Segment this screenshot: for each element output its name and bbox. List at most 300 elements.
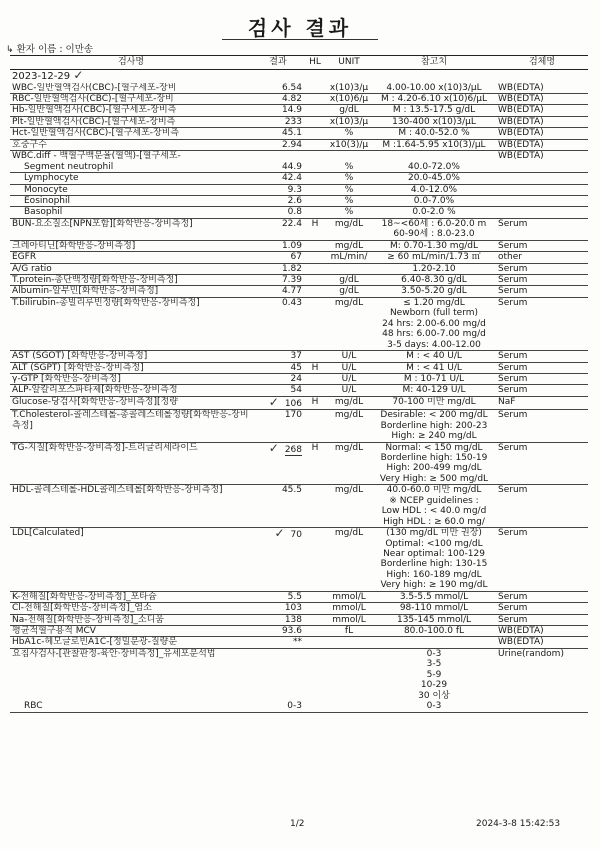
unit: %: [326, 195, 372, 206]
reference-line: Borderline high: 200-23: [380, 420, 488, 431]
result-value: [252, 485, 304, 528]
reference-line: 0-3: [426, 701, 442, 712]
result-text: 6.54: [281, 82, 302, 93]
test-name: Plt-일반혈액검사(CBC)-[혈구세포-장비측: [10, 116, 252, 127]
reference-line: High: 160-189 mg/dL: [386, 569, 482, 580]
specimen: WB(EDTA): [496, 128, 588, 139]
result-value: [252, 151, 304, 162]
table-row: [10, 83, 588, 94]
specimen: WB(EDTA): [496, 105, 588, 116]
hl-flag: [304, 591, 326, 602]
test-name: HbA1c-헤모글로빈A1C-[정밀분광-질량분: [10, 637, 252, 648]
result-value: [252, 207, 304, 218]
result-value: [252, 105, 304, 116]
reference-line: 10-29: [420, 680, 448, 691]
result-text: 9.3: [287, 184, 302, 195]
reference-range: [372, 173, 496, 184]
hl-flag: H: [304, 396, 326, 409]
reference-line: 1.20-2.10: [412, 263, 456, 274]
result-text: 4.77: [281, 286, 302, 297]
reference-range: [372, 351, 496, 362]
unit: %: [326, 128, 372, 139]
reference-line: High: ≥ 240 mg/dL: [391, 431, 477, 442]
result-text: 93.6: [281, 626, 302, 637]
result-value: [252, 240, 304, 251]
header-unit: UNIT: [326, 56, 372, 70]
hl-flag: [304, 373, 326, 384]
specimen: [496, 195, 588, 206]
reference-line: 4.0-12.0%: [410, 184, 458, 195]
reference-range: [372, 286, 496, 297]
title-underline: [222, 39, 378, 40]
test-name: RBC-일반혈액검사(CBC)-[혈구세포-장비: [10, 94, 252, 105]
unit: [326, 637, 372, 648]
date-row: [10, 70, 588, 83]
test-name: AST (SGOT) [화학반응-장비측정]: [10, 351, 252, 362]
result-text: 0.43: [281, 297, 302, 308]
reference-line: 3.5-5.5 mmol/L: [399, 591, 469, 602]
table-row: [10, 362, 588, 373]
specimen: Serum: [496, 263, 588, 274]
reference-line: Newborn (full term): [389, 308, 479, 319]
table-row: [10, 637, 588, 648]
table-row: [10, 528, 588, 592]
unit: [326, 701, 372, 712]
test-name: Hb-일반혈액검사(CBC)-[혈구세포-장비측: [10, 105, 252, 116]
result-text: 42.4: [281, 173, 302, 184]
reference-range: [372, 105, 496, 116]
result-text: 7.39: [281, 275, 302, 286]
hl-flag: [304, 162, 326, 173]
hl-flag: [304, 603, 326, 614]
test-name: T.Cholesterol-콜레스테롤-총콜레스테롤정량[화학반응-장비측정]: [10, 410, 252, 442]
specimen: Serum: [496, 410, 588, 442]
table-body: [10, 70, 588, 713]
specimen: [496, 162, 588, 173]
result-value: [252, 614, 304, 625]
test-name: 평균적혈구용적 MCV: [10, 626, 252, 637]
test-name: Monocyte: [10, 184, 252, 195]
reference-line: 3-5 days: 4.00-12.00: [387, 339, 481, 350]
result-text: 14.9: [281, 105, 302, 116]
result-value: [252, 83, 304, 94]
table-row: [10, 252, 588, 263]
hl-flag: [304, 151, 326, 162]
reference-range: [372, 637, 496, 648]
reference-range: [372, 528, 496, 592]
reference-line: Near optimal: 100-129: [383, 548, 485, 559]
result-value: [252, 648, 304, 701]
hl-flag: [304, 297, 326, 350]
header-hl: HL: [304, 56, 326, 70]
page-title: 검사 결과: [247, 16, 353, 40]
hl-flag: [304, 184, 326, 195]
hl-flag: [304, 626, 326, 637]
reference-line: ※ NCEP guidelines :: [389, 495, 479, 506]
result-value: [252, 362, 304, 373]
reference-line: Borderline high: 130-15: [380, 559, 488, 570]
unit: U/L: [326, 373, 372, 384]
reference-range: [372, 207, 496, 218]
page-number: 1/2: [290, 819, 305, 829]
specimen: Serum: [496, 297, 588, 350]
hl-flag: [304, 385, 326, 396]
header-test-name: 검사명: [10, 56, 252, 70]
unit: U/L: [326, 351, 372, 362]
result-text: 45.5: [281, 485, 302, 496]
result-value: [252, 195, 304, 206]
reference-line: M : 4.20-6.10 x(10)6/μL: [380, 94, 487, 105]
result-text: 54: [290, 385, 302, 396]
reference-line: 40.0-60.0 미만 mg/dL: [386, 485, 482, 496]
reference-range: [372, 151, 496, 162]
test-name: ALP-알칼리포스파타제[화학반응-장비측정: [10, 385, 252, 396]
result-value: [252, 626, 304, 637]
table-row: [10, 701, 588, 712]
hl-flag: [304, 195, 326, 206]
unit: x10(3)/μ: [326, 139, 372, 150]
unit: %: [326, 162, 372, 173]
reference-range: [372, 297, 496, 350]
reference-line: M : < 41 U/L: [406, 362, 462, 373]
hl-flag: [304, 105, 326, 116]
unit: mg/dL: [326, 240, 372, 251]
specimen: [496, 173, 588, 184]
result-value: [252, 139, 304, 150]
test-name: WBC.diff - 백혈구백분율(혈액)-[혈구세포-: [12, 151, 181, 162]
specimen: Serum: [496, 591, 588, 602]
result-text: 268: [284, 444, 302, 455]
hl-flag: [304, 648, 326, 701]
result-text: 233: [284, 116, 302, 127]
result-text: 5.5: [287, 591, 302, 602]
result-text: 1.09: [281, 240, 302, 251]
reference-line: 18~<60세 : 6.0-20.0 m: [381, 218, 487, 229]
reference-line: M :1.64-5.95 x10(3)/μL: [382, 139, 486, 150]
reference-line: 0-3: [426, 648, 442, 659]
reference-line: 4.00-10.00 x(10)3/μL: [386, 82, 482, 93]
result-text: 170: [284, 410, 302, 421]
unit: x(10)3/μ: [326, 83, 372, 94]
result-text: 106: [284, 398, 302, 409]
specimen: Serum: [496, 614, 588, 625]
reference-line: 6.40-8.30 g/dL: [401, 275, 467, 286]
result-value: [252, 286, 304, 297]
reference-range: [372, 442, 496, 485]
result-value: [252, 297, 304, 350]
table-row: [10, 218, 588, 240]
reference-range: [372, 263, 496, 274]
reference-range: [372, 240, 496, 251]
test-name: WBC-일반혈액검사(CBC)-[혈구세포-장비: [10, 83, 252, 94]
reference-line: Normal: < 150 mg/dL: [385, 442, 483, 453]
reference-line: (130 mg/dL 미만 권장): [386, 528, 482, 539]
reference-range: [372, 162, 496, 173]
hl-flag: [304, 116, 326, 127]
hl-flag: [304, 410, 326, 442]
checkmark-icon: ✓: [268, 442, 279, 455]
reference-line: 80.0-100.0 fL: [403, 626, 465, 637]
reference-line: Borderline high: 150-19: [380, 453, 488, 464]
result-value: [252, 218, 304, 240]
table-row: [10, 591, 588, 602]
reference-range: [372, 591, 496, 602]
table-row: [10, 396, 588, 409]
table-row: [10, 373, 588, 384]
reference-range: [372, 385, 496, 396]
hl-flag: H: [304, 362, 326, 373]
result-value: [252, 373, 304, 384]
unit: g/dL: [326, 275, 372, 286]
result-value: [252, 351, 304, 362]
result-value: [252, 637, 304, 648]
reference-line: ≥ 60 mL/min/1.73 ㎡: [387, 252, 481, 263]
lab-results-table: [10, 55, 588, 713]
specimen: Serum: [496, 528, 588, 592]
table-row: [10, 162, 588, 173]
table-row: [10, 385, 588, 396]
result-value: [252, 410, 304, 442]
unit: fL: [326, 626, 372, 637]
result-text: 44.9: [281, 161, 302, 172]
reference-range: [372, 195, 496, 206]
unit: mg/dL: [326, 442, 372, 485]
reference-range: [372, 614, 496, 625]
test-name: Na-전해질[화학반응-장비측정]_소디움: [10, 614, 252, 625]
reference-range: [372, 94, 496, 105]
specimen: Serum: [496, 275, 588, 286]
table-row: [10, 286, 588, 297]
result-value: [252, 701, 304, 712]
unit: %: [326, 184, 372, 195]
reference-range: [372, 626, 496, 637]
unit: mg/dL: [326, 297, 372, 350]
reference-line: 3.50-5.20 g/dL: [401, 286, 467, 297]
hl-flag: [304, 485, 326, 528]
hl-flag: [304, 128, 326, 139]
reference-line: 20.0-45.0%: [408, 173, 460, 184]
reference-line: Low HDL : < 40.0 mg/d: [381, 506, 487, 517]
table-row: [10, 173, 588, 184]
reference-line: 0.0-2.0 %: [412, 207, 456, 218]
result-text: 1.82: [281, 263, 302, 274]
result-text: **: [293, 637, 302, 648]
reference-range: [372, 410, 496, 442]
reference-line: 48 hrs: 6.00-7.00 mg/d: [382, 329, 486, 340]
specimen: Serum: [496, 485, 588, 528]
reference-range: [372, 362, 496, 373]
unit: mg/dL: [326, 218, 372, 240]
reference-range: [372, 701, 496, 712]
table-row: [10, 105, 588, 116]
reference-range: [372, 184, 496, 195]
result-text: 0.8: [287, 207, 302, 218]
header-reference: 참고치: [372, 56, 496, 70]
hl-flag: [304, 263, 326, 274]
specimen: WB(EDTA): [496, 139, 588, 150]
test-name: A/G ratio: [10, 263, 252, 274]
result-text: 0-3: [287, 701, 302, 712]
hl-flag: [304, 286, 326, 297]
reference-range: [372, 603, 496, 614]
result-value: [252, 184, 304, 195]
checkmark-icon: ✓: [268, 396, 279, 409]
test-name: Eosinophil: [10, 195, 252, 206]
result-text: 22.4: [281, 218, 302, 229]
specimen: Serum: [496, 218, 588, 240]
table-row: [10, 139, 588, 150]
hl-flag: [304, 351, 326, 362]
test-name: Basophil: [10, 207, 252, 218]
specimen: Serum: [496, 385, 588, 396]
specimen: WB(EDTA): [496, 83, 588, 94]
specimen: Serum: [496, 442, 588, 485]
unit: U/L: [326, 362, 372, 373]
hl-flag: [304, 637, 326, 648]
specimen: WB(EDTA): [496, 116, 588, 127]
hl-flag: [304, 275, 326, 286]
header-result: 결과: [252, 56, 304, 70]
test-name: Cl-전해질[화학반응-장비측정]_염소: [10, 603, 252, 614]
reference-line: High: 200-499 mg/dL: [386, 463, 482, 474]
unit: [326, 648, 372, 701]
reference-range: [372, 116, 496, 127]
hl-flag: [304, 139, 326, 150]
result-value: [252, 591, 304, 602]
reference-range: [372, 485, 496, 528]
test-date: 2023-12-29: [12, 71, 71, 82]
reference-line: Very high: ≥ 190 mg/dL: [380, 580, 488, 591]
patient-name: 환자 이름 : 이만송: [16, 44, 94, 55]
hl-flag: [304, 83, 326, 94]
specimen: Urine(random): [498, 648, 564, 659]
table-row: [10, 442, 588, 485]
specimen: [496, 207, 588, 218]
unit: mmol/L: [326, 614, 372, 625]
unit: mg/dL: [326, 485, 372, 528]
hl-flag: [304, 207, 326, 218]
header-specimen: 검체명: [496, 56, 588, 70]
table-row: [10, 410, 588, 442]
unit: [326, 151, 372, 162]
unit: U/L: [326, 385, 372, 396]
reference-line: M : 40.0-52.0 %: [398, 128, 470, 139]
test-name: Albumin-알부민[화학반응-장비측정]: [10, 286, 252, 297]
test-name: HDL-콜레스테롤-HDL콜레스테롤[화학반응-장비측정]: [10, 485, 252, 528]
reference-range: [372, 139, 496, 150]
table-header: [10, 56, 588, 70]
test-name: 크레아티닌[화학반응-장비측정]: [10, 240, 252, 251]
test-name: Segment neutrophil: [10, 162, 252, 173]
unit: mmol/L: [326, 603, 372, 614]
hl-flag: [304, 614, 326, 625]
unit: mg/dL: [326, 528, 372, 592]
table-row: [10, 603, 588, 614]
reference-line: 3-5: [426, 659, 442, 670]
result-value: [252, 263, 304, 274]
result-value: [252, 442, 304, 485]
hl-flag: H: [304, 218, 326, 240]
table-row: [10, 275, 588, 286]
table-row: [10, 297, 588, 350]
reference-range: [372, 648, 496, 701]
table-row: [10, 128, 588, 139]
reference-line: Very High: ≥ 500 mg/dL: [379, 473, 489, 484]
checkmark-icon: ✓: [274, 527, 285, 541]
result-value: [252, 275, 304, 286]
reference-range: [372, 128, 496, 139]
test-name: EGFR: [10, 252, 252, 263]
test-name: Hct-일반혈액검사(CBC)-[혈구세포-장비측: [10, 128, 252, 139]
print-timestamp: 2024-3-8 15:42:53: [476, 819, 561, 829]
specimen: Serum: [496, 240, 588, 251]
unit: x(10)3/μ: [326, 116, 372, 127]
patient-info: [6, 41, 93, 55]
result-value: [252, 396, 304, 409]
reference-line: ≤ 1.20 mg/dL: [403, 297, 465, 308]
specimen: Serum: [496, 351, 588, 362]
result-value: [252, 603, 304, 614]
specimen: other: [496, 252, 588, 263]
unit: mL/min/: [326, 252, 372, 263]
test-name: BUN-요소질소[NPN포함][화학반응-장비측정]: [10, 218, 252, 240]
reference-line: Optimal: <100 mg/dL: [385, 538, 483, 549]
reference-line: 40.0-72.0%: [408, 161, 460, 172]
reference-line: M: 40-129 U/L: [402, 385, 466, 396]
test-name: ALT (SGPT) [화학반응-장비측정]: [10, 362, 252, 373]
hl-flag: [304, 528, 326, 592]
result-text: 2.6: [287, 195, 302, 206]
result-value: [252, 116, 304, 127]
unit: [326, 263, 372, 274]
table-row: [10, 207, 588, 218]
reference-line: 30 이상: [418, 690, 450, 701]
unit: mmol/L: [326, 591, 372, 602]
test-name: RBC: [10, 701, 252, 712]
result-value: [252, 385, 304, 396]
result-value: [252, 94, 304, 105]
result-text: 138: [284, 614, 302, 625]
result-value: [252, 252, 304, 263]
unit: mg/dL: [326, 410, 372, 442]
hl-flag: [304, 701, 326, 712]
result-text: 24: [290, 373, 302, 384]
test-name: T.bilirubin-총빌리루빈정량[화학반응-장비측정]: [10, 297, 252, 350]
hl-flag: H: [304, 442, 326, 485]
reference-line: M : 10-71 U/L: [403, 373, 465, 384]
reference-line: 60-90세 : 8.0-23.0: [393, 229, 475, 240]
pointer-icon: ↳: [6, 45, 14, 55]
test-name: LDL[Calculated]: [10, 528, 252, 592]
result-text: 37: [290, 351, 302, 362]
reference-line: M : 13.5-17.5 g/dL: [392, 105, 476, 116]
reference-line: 0.0-7.0%: [413, 195, 455, 206]
specimen: Serum: [496, 373, 588, 384]
result-text: 45.1: [281, 128, 302, 139]
unit: x(10)6/μ: [326, 94, 372, 105]
result-text: 4.82: [281, 94, 302, 105]
table-row: [10, 151, 588, 162]
reference-line: Desirable: < 200 mg/dL: [380, 410, 488, 421]
result-value: [252, 162, 304, 173]
table-row: [10, 240, 588, 251]
specimen: Serum: [496, 603, 588, 614]
test-name: Lymphocyte: [10, 173, 252, 184]
reference-line: 135-145 mmol/L: [396, 614, 472, 625]
result-text: 70: [290, 530, 302, 541]
table-row: [10, 263, 588, 274]
test-name: γ-GTP [화학반응-장비측정]: [10, 373, 252, 384]
